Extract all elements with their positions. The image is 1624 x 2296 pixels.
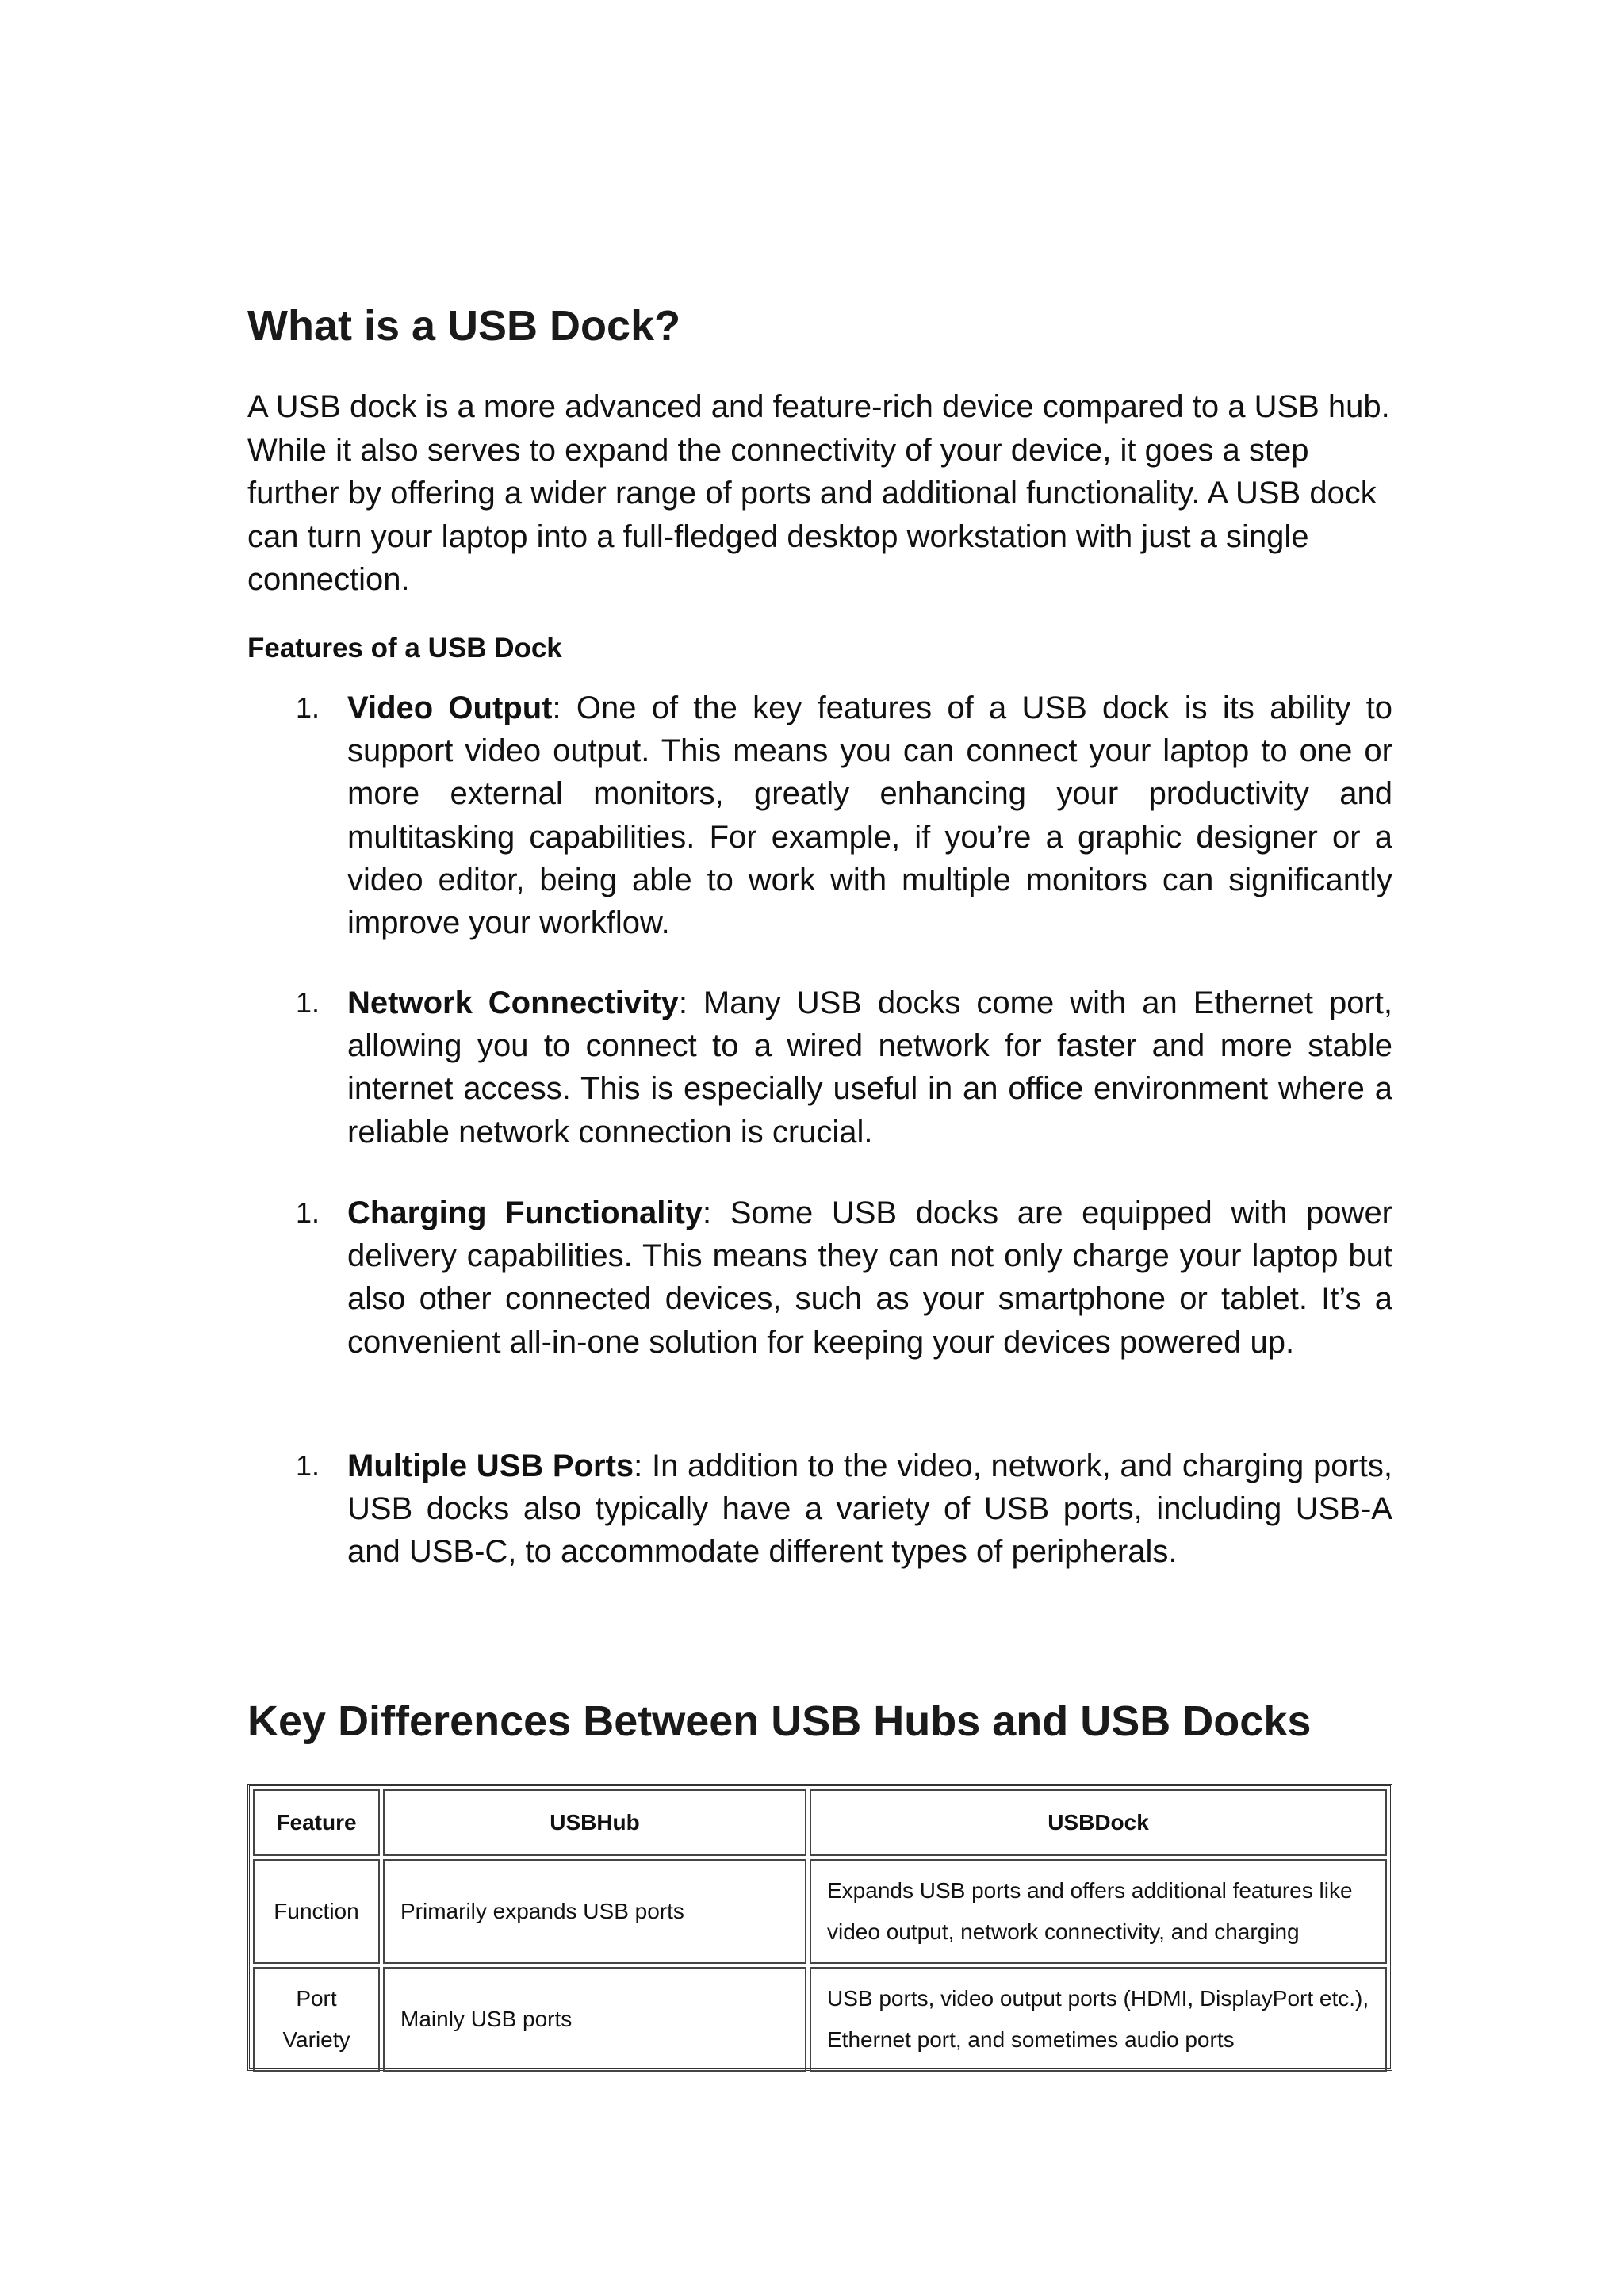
table-header-cell: Feature — [253, 1789, 380, 1856]
table-header-row — [253, 1789, 1387, 1856]
feature-name: Video Output — [347, 691, 553, 725]
section-title-key-differences: Key Differences Between USB Hubs and USB Docks — [247, 1697, 1312, 1745]
feature-name: Network Connectivity — [347, 985, 679, 1020]
feature-item — [296, 1192, 1393, 1364]
table-cell: USB ports, video output ports (HDMI, DisplayPort etc.), Ethernet port, and sometimes audio ports — [810, 1967, 1387, 2072]
table-cell: Function — [253, 1859, 380, 1964]
feature-name: Charging Functionality — [347, 1196, 703, 1230]
section-title-usb-dock: What is a USB Dock? — [247, 302, 681, 350]
comparison-table-grid — [250, 1786, 1390, 2075]
feature-item — [296, 982, 1392, 1154]
table-row — [253, 1967, 1387, 2072]
table-cell: Primarily expands USB ports — [383, 1859, 806, 1964]
table-header-cell: USBDock — [810, 1789, 1387, 1856]
feature-name: Multiple USB Ports — [347, 1448, 634, 1483]
intro-paragraph: A USB dock is a more advanced and feature-rich device compared to a USB hub. While it also serves to expand the connectivity of your device, it goes a step further by offering a wider range of ports and additional functionality. A USB dock can turn your laptop into a full-fledged desktop workstation with just a single connection. — [247, 389, 1390, 597]
feature-text: : One of the key features of a USB dock is its ability to support video output. This means you can connect your laptop to one or more external monitors, greatly enhancing your productivity and multitasking capabilities. For example, if you’re a graphic designer or a video editor, being able to work with multiple monitors can significantly improve your workflow. — [347, 691, 1392, 941]
list-number: 1. — [296, 1196, 320, 1229]
list-number: 1. — [296, 691, 320, 724]
table-cell: Expands USB ports and offers additional features like video output, network connectivity, and charging — [810, 1859, 1387, 1964]
feature-text: : In addition to the video, network, and charging ports, USB docks also typically have a variety of USB ports, including USB-A and USB-C, to accommodate different types of peripherals. — [347, 1448, 1392, 1570]
list-number: 1. — [296, 986, 320, 1019]
comparison-table — [247, 1784, 1392, 2071]
table-cell: Mainly USB ports — [383, 1967, 806, 2072]
table-row — [253, 1859, 1387, 1964]
feature-text: : Some USB docks are equipped with power delivery capabilities. This means they can not only charge your laptop but also other connected devices, such as your smartphone or tablet. It’s a convenient all-in-one solution for keeping your devices powered up. — [347, 1196, 1393, 1360]
feature-item — [296, 687, 1392, 944]
feature-text: : Many USB docks come with an Ethernet port, allowing you to connect to a wired network for faster and more stable internet access. This is especially useful in an office environment where a reliable network connection is crucial. — [347, 985, 1392, 1150]
feature-item — [296, 1445, 1392, 1574]
features-subheading: Features of a USB Dock — [247, 633, 562, 664]
list-number: 1. — [296, 1449, 320, 1482]
table-cell: Port Variety — [253, 1967, 380, 2072]
table-header-cell: USBHub — [383, 1789, 806, 1856]
